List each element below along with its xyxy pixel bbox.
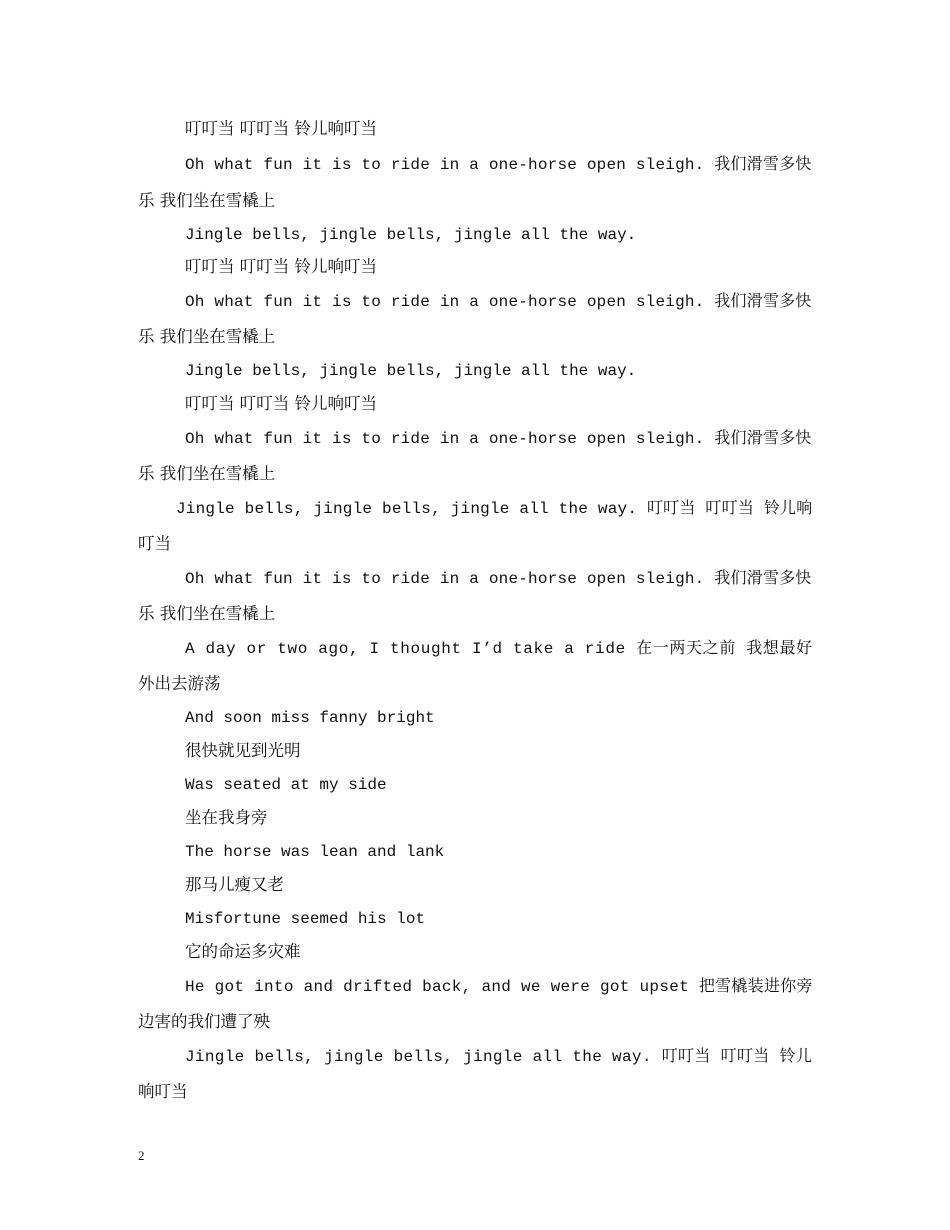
- lyric-line: A day or two ago, I thought I’d take a ride 在一两天之前 我想最好: [185, 640, 813, 658]
- lyric-line: Jingle bells, jingle bells, jingle all the way. 叮叮当 叮叮当 铃儿响: [176, 500, 813, 518]
- lyric-line: 叮叮当 叮叮当 铃儿响叮当: [185, 257, 377, 276]
- lyric-line: And soon miss fanny bright: [185, 709, 435, 727]
- lyric-line: Oh what fun it is to ride in a one-horse open sleigh. 我们滑雪多快: [185, 156, 812, 174]
- page-number: 2: [138, 1148, 145, 1163]
- lyric-line: 它的命运多灾难: [185, 942, 301, 961]
- lyric-line: Jingle bells, jingle bells, jingle all the way.: [185, 362, 637, 380]
- lyric-line: 叮当: [138, 534, 171, 553]
- lyric-line: Jingle bells, jingle bells, jingle all the way. 叮叮当 叮叮当 铃儿: [185, 1048, 813, 1066]
- lyric-line: Oh what fun it is to ride in a one-horse open sleigh. 我们滑雪多快: [185, 430, 812, 448]
- lyric-line: Oh what fun it is to ride in a one-horse open sleigh. 我们滑雪多快: [185, 570, 812, 588]
- lyric-line: 外出去游荡: [138, 674, 221, 693]
- lyric-line: 乐 我们坐在雪橇上: [138, 191, 276, 210]
- lyric-line: He got into and drifted back, and we were got upset 把雪橇装进你旁: [185, 978, 813, 996]
- lyric-line: 乐 我们坐在雪橇上: [138, 604, 276, 623]
- lyric-line: Was seated at my side: [185, 776, 387, 794]
- lyric-line: 乐 我们坐在雪橇上: [138, 464, 276, 483]
- lyric-line: 叮叮当 叮叮当 铃儿响叮当: [185, 394, 377, 413]
- lyric-line: 乐 我们坐在雪橇上: [138, 327, 276, 346]
- lyric-line: 叮叮当 叮叮当 铃儿响叮当: [185, 119, 377, 138]
- lyric-line: 边害的我们遭了殃: [138, 1012, 270, 1031]
- lyric-line: Misfortune seemed his lot: [185, 910, 426, 928]
- lyric-line: The horse was lean and lank: [185, 843, 445, 861]
- lyric-line: 那马儿瘦又老: [185, 875, 284, 894]
- lyric-line: Oh what fun it is to ride in a one-horse open sleigh. 我们滑雪多快: [185, 293, 812, 311]
- lyric-line: 坐在我身旁: [185, 808, 268, 827]
- lyric-line: Jingle bells, jingle bells, jingle all the way.: [185, 226, 637, 244]
- lyric-line: 很快就见到光明: [185, 741, 301, 760]
- lyric-line: 响叮当: [138, 1082, 188, 1101]
